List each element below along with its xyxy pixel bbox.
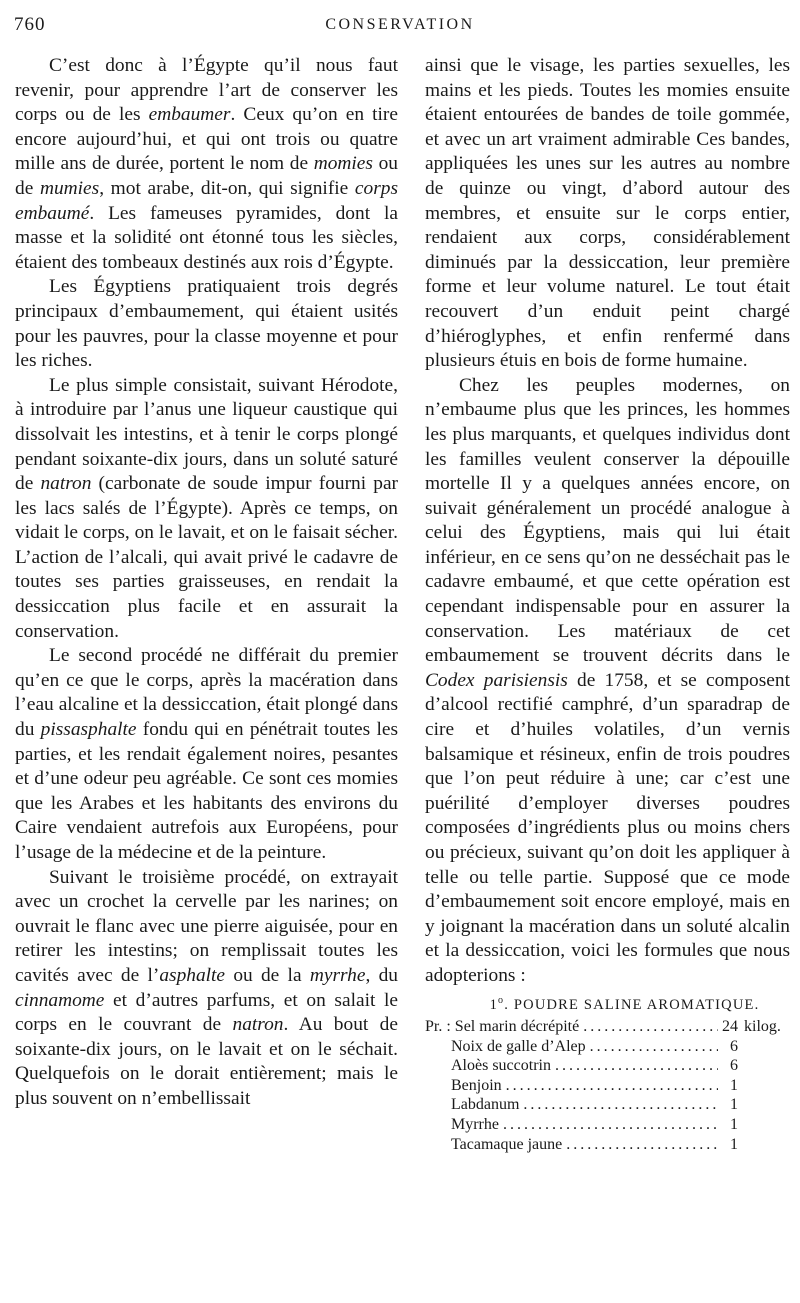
paragraph: ainsi que le visage, les parties sexuelles, les mains et les pieds. Toutes les momies ensuite étaient entourées de bandes de toile gommée, et avec un art vraiment admirable Ces bandes, appliquées les unes sur les autres au nombre de quinze ou vingt, d’abord autour des membres, et ensuite sur le corps entier, rendaient aux corps, considérablement diminués par la dessiccation, leur première forme et leur volume naturel. Le tout était recouvert d’un enduit peint chargé d’hiéroglyphes, et enfin renfermé dans plusieurs étuis en bois de forme humaine. [425, 55, 790, 372]
ingredient-quantity: 1 [730, 1096, 738, 1114]
paragraph: C’est donc à l’Égypte qu’il nous faut revenir, pour apprendre l’art de conserver les corps ou de les embaumer. Ceux qu’on en tire encore aujourd’hui, et qui ont trois ou quatre mille ans de durée, portent le nom de momies ou de mumies, mot arabe, dit-on, qui signifie corps embaumé. Les fameuses pyramides, dont la masse et la solidité ont étonné tous les siècles, étaient des tombeaux destinés aux rois d’Égypte. [15, 55, 398, 273]
recipe-item [425, 1135, 790, 1155]
paragraph: Suivant le troisième procédé, on extrayait avec un crochet la cervelle par les narines; on ouvrait le flanc avec une pierre aiguisée, pour en retirer les intestins; on remplissait toutes les cavités avec de l’asphalte ou de la myrrhe, du cinnamome et d’autres parfums, et on salait le corps en le couvrant de natron. Au bout de soixante-dix jours, on le lavait et on le séchait. Quelquefois on le dorait entièrement; mais le plus souvent on n’embellissait [15, 866, 398, 1109]
leader-dots [590, 1037, 718, 1057]
paragraph: Chez les peuples modernes, on n’embaume plus que les princes, les hommes les plus marquants, et quelques individus dont les familles veulent conserver la dépouille mortelle Il y a quelques années encore, on suivait généralement un procédé analogue à celui des Égyptiens, mais qui lui était inférieur, en ce sens qu’on ne desséchait pas le cadavre embaumé, et que cette opération est cependant indispensable pour en assurer la conservation. Les matériaux de cet embaumement se trouvent décrits dans le Codex parisiensis de 1758, et se composent d’alcool rectifié camphré, d’un sparadrap de cire et d’huiles volatiles, d’un vernis balsamique et résineux, enfin de trois poudres que l’on peut réduire à une; car c’est une puérilité d’employer diverses poudres composées d’ingrédients plus ou moins chers ou précieux, suivant qu’on doit les appliquer à telle ou telle partie. Supposé que ce mode d’embaumement soit encore employé, mais en y joignant la macération dans un soluté alcalin et la dessiccation, voici les formules que nous adopterions : [425, 374, 790, 986]
leader-dots [555, 1056, 718, 1076]
recipe-item [425, 1056, 790, 1076]
recipe-item [425, 1037, 790, 1057]
ingredient-name: Noix de galle d’Alep [451, 1037, 586, 1055]
leader-dots [523, 1095, 718, 1115]
leader-dots [503, 1115, 718, 1135]
paragraph: Les Égyptiens pratiquaient trois degrés principaux d’embaumement, qui étaient usités pour les pauvres, pour la classe moyenne et pour les riches. [15, 276, 398, 372]
ingredient-name: Tacamaque jaune [451, 1135, 563, 1153]
page-header [0, 14, 800, 44]
left-column [15, 54, 398, 1112]
recipe-title: 1$^o$. POUDRE SALINE AROMATIQUE. [489, 994, 760, 1013]
running-title: CONSERVATION [325, 16, 475, 33]
right-column [425, 54, 790, 1154]
ingredient-quantity: 6 [730, 1057, 738, 1075]
ingredient-quantity: 6 [730, 1037, 738, 1055]
ingredient-name: Benjoin [451, 1076, 502, 1094]
ingredient-name: Myrrhe [451, 1115, 499, 1133]
recipe-item [425, 1017, 790, 1037]
recipe-item [425, 1095, 790, 1115]
ingredient-name: Aloès succotrin [451, 1057, 551, 1075]
ingredient-quantity: 1 [730, 1076, 738, 1094]
page-number: 760 [14, 14, 46, 35]
ingredient-quantity: 1 [730, 1135, 738, 1153]
paragraph: Le second procédé ne différait du premier qu’en ce que le corps, après la macération dans l’eau alcaline et la dessiccation, était plongé dans du pissasphalte fondu qui en pénétrait toutes les parties, et les rendait également noires, pesantes et d’une odeur peu agréable. Ce sont ces momies que les Arabes et les habitants des environs du Caire vendaient autrefois aux Européens, pour l’usage de la médecine et de la peinture. [15, 645, 398, 863]
ingredient-name: Labdanum [451, 1096, 520, 1114]
paragraph: Le plus simple consistait, suivant Hérodote, à introduire par l’anus une liqueur caustique qui dissolvait les intestins, et à tenir le corps plongé pendant soixante-dix jours, dans un soluté saturé de natron (carbonate de soude impur fourni par les lacs salés de l’Égypte). Après ce temps, on vidait le corps, on le lavait, et on le faisait sécher. L’action de l’alcali, qui avait privé le cadavre de toutes ses parties graisseuses, en rendait la dessiccation plus facile et en assurait la conservation. [15, 374, 399, 642]
leader-dots [506, 1076, 718, 1096]
recipe-item [425, 1076, 790, 1096]
recipe-prefix: Pr. : [425, 1017, 451, 1035]
recipe-list [425, 1017, 790, 1154]
ingredient-name: Sel marin décrépité [454, 1017, 580, 1035]
ingredient-quantity: 24 [722, 1017, 738, 1035]
leader-dots [566, 1135, 718, 1155]
recipe-item [425, 1115, 790, 1135]
ingredient-quantity: 1 [730, 1115, 738, 1133]
leader-dots [583, 1017, 718, 1037]
ingredient-unit: kilog. [744, 1017, 781, 1035]
